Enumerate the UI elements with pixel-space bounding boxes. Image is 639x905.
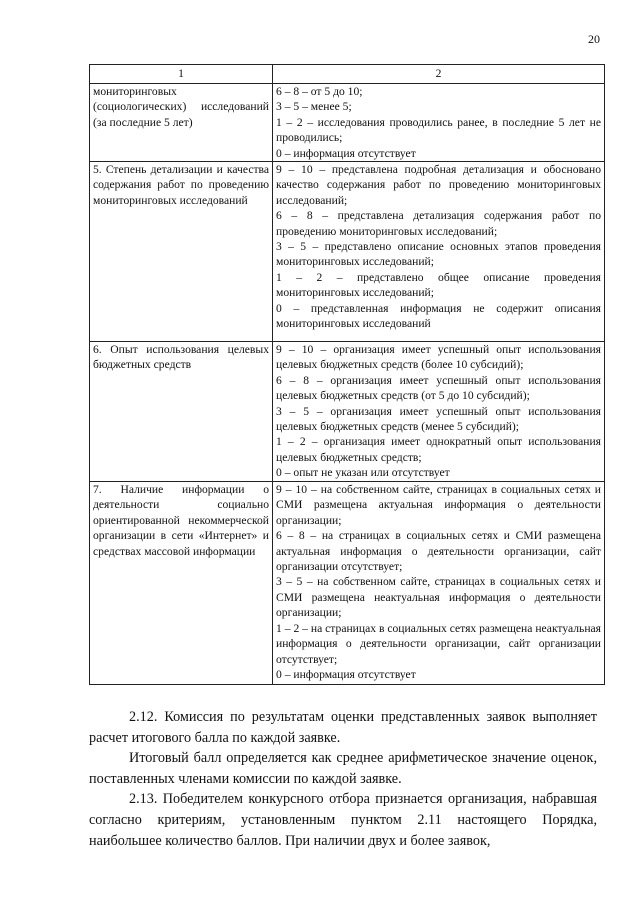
grades-cell — [273, 162, 605, 342]
grades-cell — [273, 482, 605, 685]
table-row — [90, 342, 605, 482]
grade-line: 0 – представленная информация не содержит описания мониторинговых исследований — [276, 301, 601, 331]
grades-cell — [273, 342, 605, 482]
grade-line: 9 – 10 – организация имеет успешный опыт использования целевых бюджетных средств (более 10 субсидий); — [276, 343, 601, 372]
grade-line: 1 – 2 – на страницах в социальных сетях размещена неактуальная информация о деятельности организации, сайт организации отсутствует; — [276, 621, 601, 666]
grade-line: 0 – информация отсутствует — [276, 146, 416, 160]
table-row — [90, 482, 605, 685]
criterion-cell: мониторинговых (социологических) исследований (за последние 5 лет) — [90, 84, 273, 162]
grade-line: 1 – 2 – организация имеет однократный опыт использования целевых бюджетных средств; — [276, 435, 601, 464]
grades-cell — [273, 84, 605, 162]
grade-line: 0 – опыт не указан или отсутствует — [276, 466, 450, 480]
criterion-cell: 5. Степень детализации и качества содержания работ по проведению мониторинговых исследований — [90, 162, 273, 342]
table-row — [90, 84, 605, 162]
paragraph: 2.13. Победителем конкурсного отбора признается организация, набравшая согласно критериям, установленным пунктом 2.11 настоящего Порядка, наибольшее количество баллов. При наличии двух и более заявок, — [89, 791, 597, 849]
paragraph: Итоговый балл определяется как среднее арифметическое значение оценок, поставленных членами комиссии по каждой заявке. — [89, 750, 597, 787]
column-header-2: 2 — [273, 65, 605, 84]
page-number: 20 — [588, 32, 600, 46]
grade-line: 3 – 5 – представлено описание основных этапов проведения мониторинговых исследований; — [276, 240, 601, 269]
criteria-table — [89, 64, 605, 685]
body-text — [89, 707, 597, 851]
grade-line: 6 – 8 – на страницах в социальных сетях и СМИ размещена актуальная информация о деятельности организации, сайт организации отсутствует; — [276, 529, 601, 574]
paragraph: 2.12. Комиссия по результатам оценки представленных заявок выполняет расчет итогового балла по каждой заявке. — [89, 709, 597, 746]
grade-line: 6 – 8 – представлена детализация содержания работ по проведению мониторинговых исследований; — [276, 209, 601, 238]
criterion-cell: 6. Опыт использования целевых бюджетных средств — [90, 342, 273, 482]
grade-line: 9 – 10 – на собственном сайте, страницах в социальных сетях и СМИ размещена актуальная информация о деятельности организации; — [276, 483, 601, 527]
grade-line: 3 – 5 – менее 5; — [276, 100, 352, 114]
criterion-cell: 7. Наличие информации о деятельности социально ориентированной некоммерческой организации в сети «Интернет» и средствах массовой информации — [90, 482, 273, 685]
grade-line: 1 – 2 – исследования проводились ранее, в последние 5 лет не проводились; — [276, 115, 601, 145]
grade-line: 1 – 2 – представлено общее описание проведения мониторинговых исследований; — [276, 270, 601, 300]
grade-line: 3 – 5 – на собственном сайте, страницах в социальных сетях и СМИ размещена неактуальная информация о деятельности организации; — [276, 575, 601, 620]
column-header-1: 1 — [90, 65, 273, 84]
grade-line: 3 – 5 – организация имеет успешный опыт использования целевых бюджетных средств (менее 5 субсидий); — [276, 404, 601, 434]
grade-line: 6 – 8 – от 5 до 10; — [276, 85, 363, 98]
grade-line: 9 – 10 – представлена подробная детализация и обосновано качество содержания работ по проведению мониторинговых исследований; — [276, 163, 601, 207]
grade-line: 0 – информация отсутствует — [276, 667, 416, 681]
grade-line: 6 – 8 – организация имеет успешный опыт использования целевых бюджетных средств (от 5 до 10 субсидий); — [276, 373, 601, 403]
table-row — [90, 162, 605, 342]
table-header-row — [90, 65, 605, 84]
